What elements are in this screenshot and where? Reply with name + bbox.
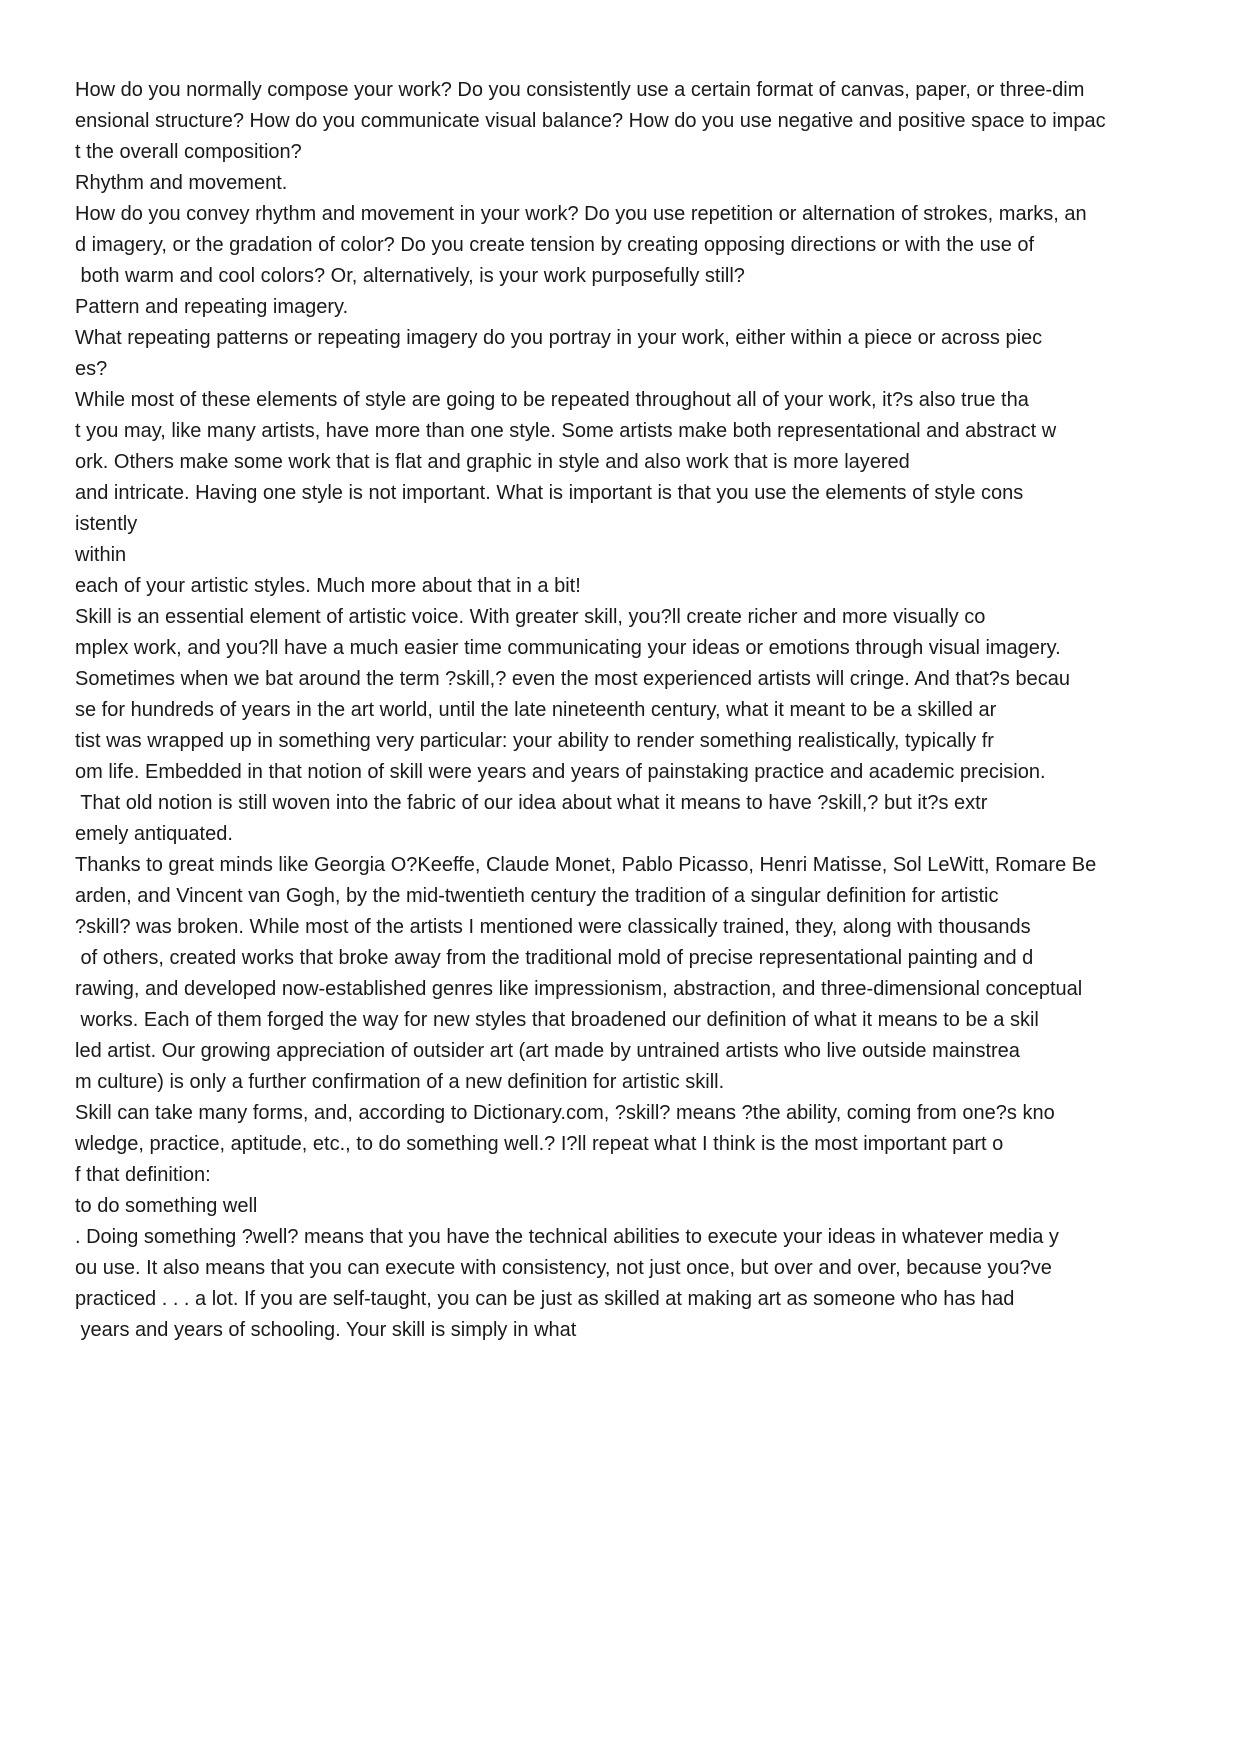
text-line: emely antiquated. [75,823,233,845]
body-text [75,75,1175,1346]
text-line: to do something well [75,1195,258,1217]
text-line: Sometimes when we bat around the term ?skill,? even the most experienced artists will cringe. And that?s becau [75,668,1070,690]
text-line: arden, and Vincent van Gogh, by the mid-twentieth century the tradition of a singular definition for artistic [75,885,999,907]
text-line: ou use. It also means that you can execute with consistency, not just once, but over and over, because you?ve [75,1257,1052,1279]
text-line: se for hundreds of years in the art world, until the late nineteenth century, what it meant to be a skilled ar [75,699,997,721]
text-line: within [75,544,127,566]
text-line: d imagery, or the gradation of color? Do you create tension by creating opposing directions or with the use of [75,234,1035,256]
text-line: t the overall composition? [75,141,302,163]
text-line: How do you normally compose your work? Do you consistently use a certain format of canvas, paper, or three-dim [75,79,1085,101]
text-line: How do you convey rhythm and movement in your work? Do you use repetition or alternation of strokes, marks, an [75,203,1087,225]
text-line: Thanks to great minds like Georgia O?Keeffe, Claude Monet, Pablo Picasso, Henri Matisse, Sol LeWitt, Romare Be [75,854,1097,876]
text-line: That old notion is still woven into the fabric of our idea about what it means to have ?skill,? but it?s extr [75,792,988,814]
text-line: each of your artistic styles. Much more about that in a bit! [75,575,581,597]
text-line: tist was wrapped up in something very particular: your ability to render something realistically, typically fr [75,730,994,752]
text-line: Skill is an essential element of artistic voice. With greater skill, you?ll create richer and more visually co [75,606,986,628]
text-line: ork. Others make some work that is flat and graphic in style and also work that is more layered [75,451,910,473]
text-line: t you may, like many artists, have more than one style. Some artists make both representational and abstract w [75,420,1057,442]
text-line: om life. Embedded in that notion of skill were years and years of painstaking practice and academic precision. [75,761,1046,783]
text-line: years and years of schooling. Your skill is simply in what [75,1319,577,1341]
heading-rhythm-and-movement: Rhythm and movement. [75,172,288,194]
text-line: and intricate. Having one style is not important. What is important is that you use the elements of style cons [75,482,1024,504]
text-line: f that definition: [75,1164,211,1186]
text-line: Skill can take many forms, and, according to Dictionary.com, ?skill? means ?the ability, coming from one?s kno [75,1102,1055,1124]
text-line: wledge, practice, aptitude, etc., to do something well.? I?ll repeat what I think is the most important part o [75,1133,1004,1155]
text-line: works. Each of them forged the way for new styles that broadened our definition of what it means to be a skil [75,1009,1039,1031]
text-line: both warm and cool colors? Or, alternatively, is your work purposefully still? [75,265,745,287]
text-line: es? [75,358,108,380]
text-line: . Doing something ?well? means that you have the technical abilities to execute your ideas in whatever media y [75,1226,1059,1248]
text-line: ?skill? was broken. While most of the artists I mentioned were classically trained, they, along with thousands [75,916,1031,938]
text-line: led artist. Our growing appreciation of outsider art (art made by untrained artists who live outside mainstrea [75,1040,1020,1062]
heading-pattern-and-repeating-imagery: Pattern and repeating imagery. [75,296,349,318]
text-line: istently [75,513,138,535]
text-line: ensional structure? How do you communicate visual balance? How do you use negative and positive space to impac [75,110,1106,132]
text-line: rawing, and developed now-established genres like impressionism, abstraction, and three-dimensional conceptual [75,978,1083,1000]
text-line: practiced . . . a lot. If you are self-taught, you can be just as skilled at making art as someone who has had [75,1288,1015,1310]
text-line: of others, created works that broke away from the traditional mold of precise representational painting and d [75,947,1034,969]
text-line: What repeating patterns or repeating imagery do you portray in your work, either within a piece or across piec [75,327,1043,349]
text-line: While most of these elements of style are going to be repeated throughout all of your work, it?s also true tha [75,389,1029,411]
text-line: m culture) is only a further confirmation of a new definition for artistic skill. [75,1071,725,1093]
text-line: mplex work, and you?ll have a much easier time communicating your ideas or emotions through visual imagery. [75,637,1061,659]
